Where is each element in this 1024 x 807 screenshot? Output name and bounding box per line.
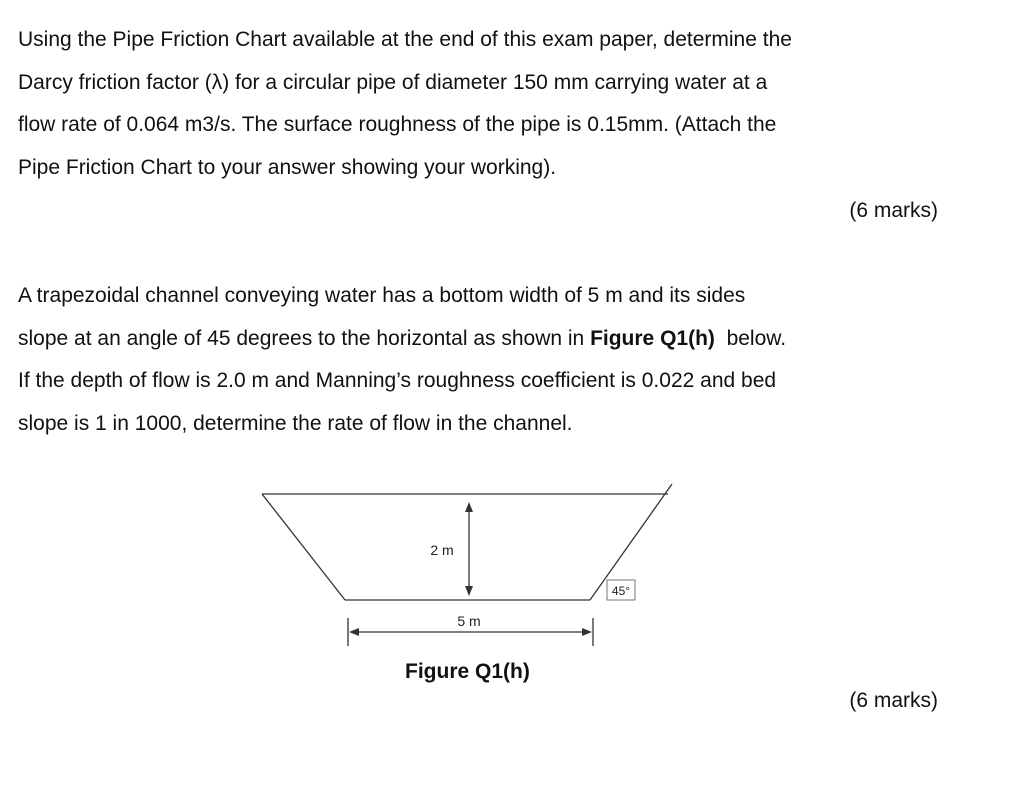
- question-2-line-4: slope is 1 in 1000, determine the rate of flow in the channel.: [18, 411, 573, 435]
- channel-left-side: [262, 494, 345, 600]
- depth-label: 2 m: [430, 542, 454, 558]
- width-label: 5 m: [457, 613, 481, 629]
- question-2-line-2: [18, 318, 978, 361]
- question-1-line-1: Using the Pipe Friction Chart available at the end of this exam paper, determine the: [18, 28, 792, 51]
- depth-arrow-down: [465, 586, 473, 596]
- depth-arrow-up: [465, 502, 473, 512]
- trapezoidal-channel-figure: [250, 476, 690, 656]
- question-2-line-1: A trapezoidal channel conveying water has a bottom width of 5 m and its sides: [18, 284, 746, 307]
- question-2-line-2-start: slope at an angle of 45 degrees to the horizontal as shown in: [18, 326, 591, 350]
- question-2-marks: (6 marks): [849, 689, 938, 712]
- width-arrow-right: [582, 628, 592, 636]
- figure-reference: Figure Q1(h): [590, 326, 715, 350]
- figure-caption: Figure Q1(h): [405, 660, 530, 683]
- question-1-line-3: flow rate of 0.064 m3/s. The surface roughness of the pipe is 0.15mm. (Attach the: [18, 113, 777, 136]
- question-1-line-4: Pipe Friction Chart to your answer showing your working).: [18, 155, 557, 179]
- angle-label: 45°: [611, 584, 631, 598]
- question-2-text: [18, 275, 978, 445]
- question-1-marks: (6 marks): [849, 199, 938, 222]
- question-2-line-2-end: below.: [714, 326, 787, 350]
- question-1-text: [18, 19, 978, 189]
- question-2-line-3: If the depth of flow is 2.0 m and Manning’s roughness coefficient is 0.022 and bed: [18, 369, 777, 392]
- question-1-line-2: Darcy friction factor (λ) for a circular pipe of diameter 150 mm carrying water at a: [18, 70, 768, 94]
- width-arrow-left: [349, 628, 359, 636]
